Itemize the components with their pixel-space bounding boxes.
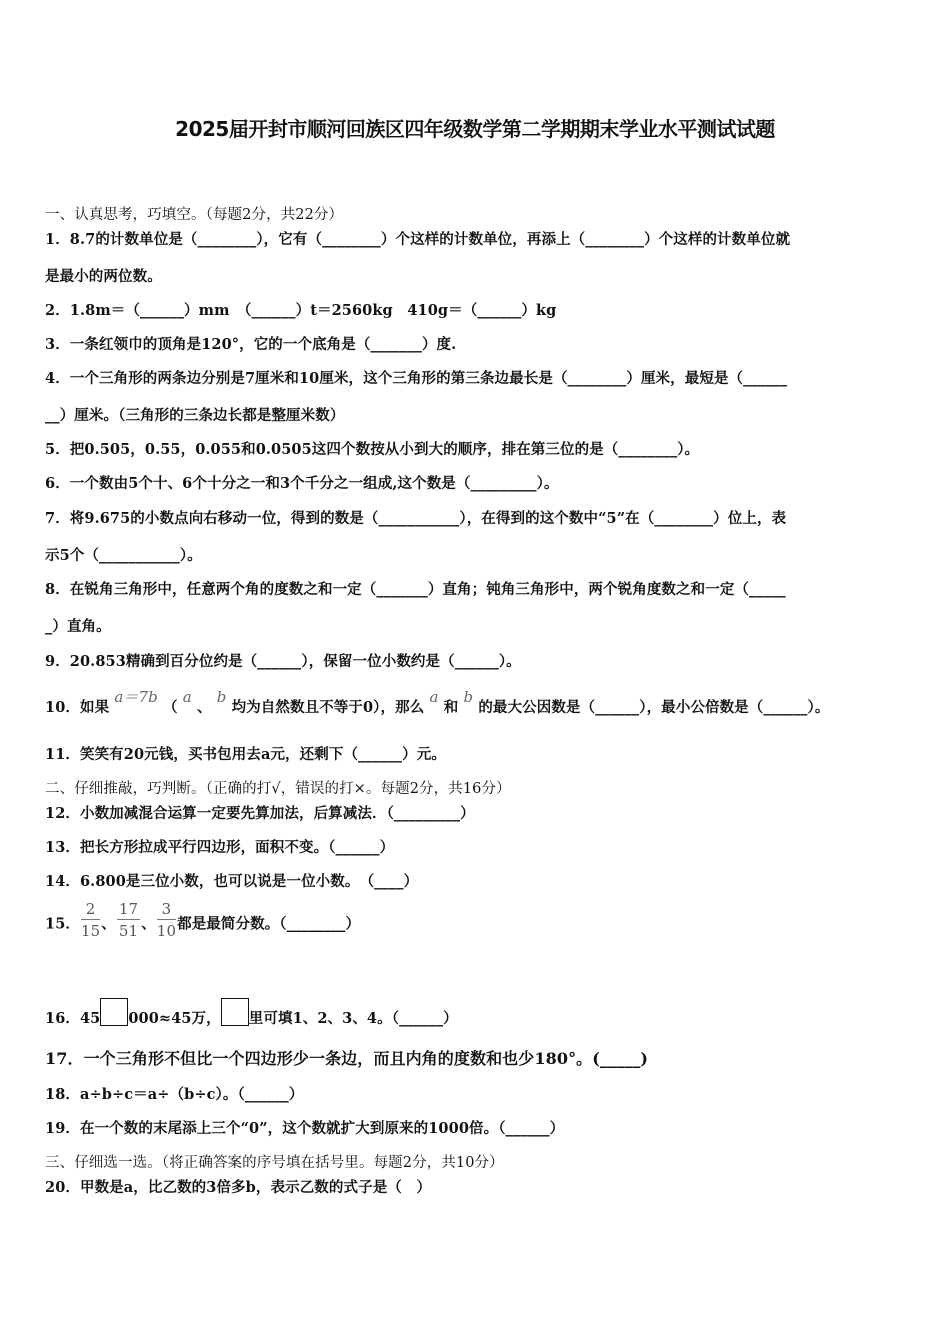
question-17: 17．一个三角形不但比一个四边形少一条边，而且内角的度数和也少180°。(_____) (45, 1049, 649, 1068)
question-11: 11．笑笑有20元钱，买书包用去a元，还剩下（______）元。 (45, 746, 446, 763)
question-4-line-1: 4．一个三角形的两条边分别是7厘米和10厘米，这个三角形的第三条边最长是（________）厘米，最短是（______ (45, 370, 788, 387)
question-3: 3．一条红领巾的顶角是120°，它的一个底角是（_______）度. (45, 336, 457, 353)
q10-separator: 、 (196, 699, 212, 716)
question-9: 9．20.853精确到百分位约是（______），保留一位小数约是（______）。 (45, 653, 521, 670)
blank-box-2 (221, 998, 249, 1026)
blank-box-1 (100, 998, 128, 1026)
question-20: 20．甲数是a，比乙数的3倍多b，表示乙数的式子是（ ） (45, 1179, 432, 1196)
q10-paren-open: （ (163, 699, 178, 716)
fraction-3-denominator: 10 (156, 922, 177, 940)
fraction-2-numerator: 17 (118, 900, 139, 918)
q10-condition: 均为自然数且不等于0），那么 (231, 699, 425, 716)
fraction-1-numerator: 2 (81, 899, 100, 920)
question-10 (45, 688, 830, 717)
question-7-line-2: 示5个（___________）。 (45, 547, 202, 564)
q10-prefix: 10．如果 (45, 699, 110, 716)
section-heading-3: 三、仔细选一选。（将正确答案的序号填在括号里。每题2分，共10分） (45, 1155, 504, 1171)
q10-and: 和 (443, 699, 459, 716)
section-heading-1: 一、认真思考，巧填空。（每题2分，共22分） (45, 207, 344, 223)
question-2: 2．1.8m＝（______）mm （______）t＝2560kg 410g＝（______）kg (45, 302, 557, 319)
fraction-1-denominator: 15 (80, 922, 101, 940)
question-5: 5．把0.505，0.55，0.055和0.0505这四个数按从小到大的顺序，排在第三位的是（________）。 (45, 441, 700, 458)
q10-var-b: b (216, 688, 227, 706)
section-heading-2: 二、仔细推敲，巧判断。（正确的打√，错误的打×。每题2分，共16分） (45, 781, 511, 797)
question-4-line-2: __）厘米。（三角形的三条边长都是整厘米数） (45, 407, 345, 424)
question-18: 18．a÷b÷c＝a÷（b÷c）。（______） (45, 1086, 304, 1103)
fraction-3 (157, 899, 176, 942)
fraction-2 (117, 899, 140, 942)
q10-var-b-2: b (463, 688, 474, 706)
q15-tail: 都是最简分数。（________） (177, 915, 361, 933)
question-1-line-1: 1．8.7的计数单位是（________），它有（________）个这样的计数单位，再添上（________）个这样的计数单位就 (45, 231, 791, 248)
fraction-1 (81, 899, 100, 942)
q15-separator-2: 、 (141, 915, 156, 933)
q10-tail: 的最大公因数是（______），最小公倍数是（______）。 (478, 699, 830, 716)
q16-part-2: 000≈45万， (128, 1010, 221, 1027)
q15-separator-1: 、 (101, 915, 116, 933)
question-8-line-1: 8．在锐角三角形中，任意两个角的度数之和一定（_______）直角；钝角三角形中，两个锐角度数之和一定（_____ (45, 581, 786, 598)
q10-equation: a＝7b (114, 688, 158, 706)
question-15 (45, 900, 361, 946)
question-1-line-2: 是最小的两位数。 (45, 268, 162, 285)
question-19: 19．在一个数的末尾添上三个“0”，这个数就扩大到原来的1000倍。（______） (45, 1120, 565, 1137)
question-13: 13．把长方形拉成平行四边形，面积不变。（______） (45, 839, 395, 856)
question-16 (45, 1000, 458, 1028)
q15-prefix: 15． (45, 915, 80, 933)
question-7-line-1: 7．将9.675的小数点向右移动一位，得到的数是（___________），在得到的这个数中“5”在（________）位上，表 (45, 510, 787, 527)
question-12: 12．小数加减混合运算一定要先算加法，后算减法．（_________） (45, 805, 475, 822)
fraction-2-denominator: 51 (118, 922, 139, 940)
q10-var-a-2: a (429, 688, 439, 706)
q16-part-3: 里可填1、2、3、4。（______） (248, 1010, 458, 1027)
question-8-line-2: _）直角。 (45, 618, 111, 635)
fraction-3-numerator: 3 (157, 899, 176, 920)
q16-part-1: 16．45 (45, 1010, 101, 1027)
q10-var-a: a (182, 688, 192, 706)
question-6: 6．一个数由5个十、6个十分之一和3个千分之一组成,这个数是（_________）。 (45, 475, 559, 492)
question-14: 14．6.800是三位小数，也可以说是一位小数。 （____） (45, 873, 419, 890)
page-title: 2025届开封市顺河回族区四年级数学第二学期期末学业水平测试试题 (175, 117, 775, 141)
